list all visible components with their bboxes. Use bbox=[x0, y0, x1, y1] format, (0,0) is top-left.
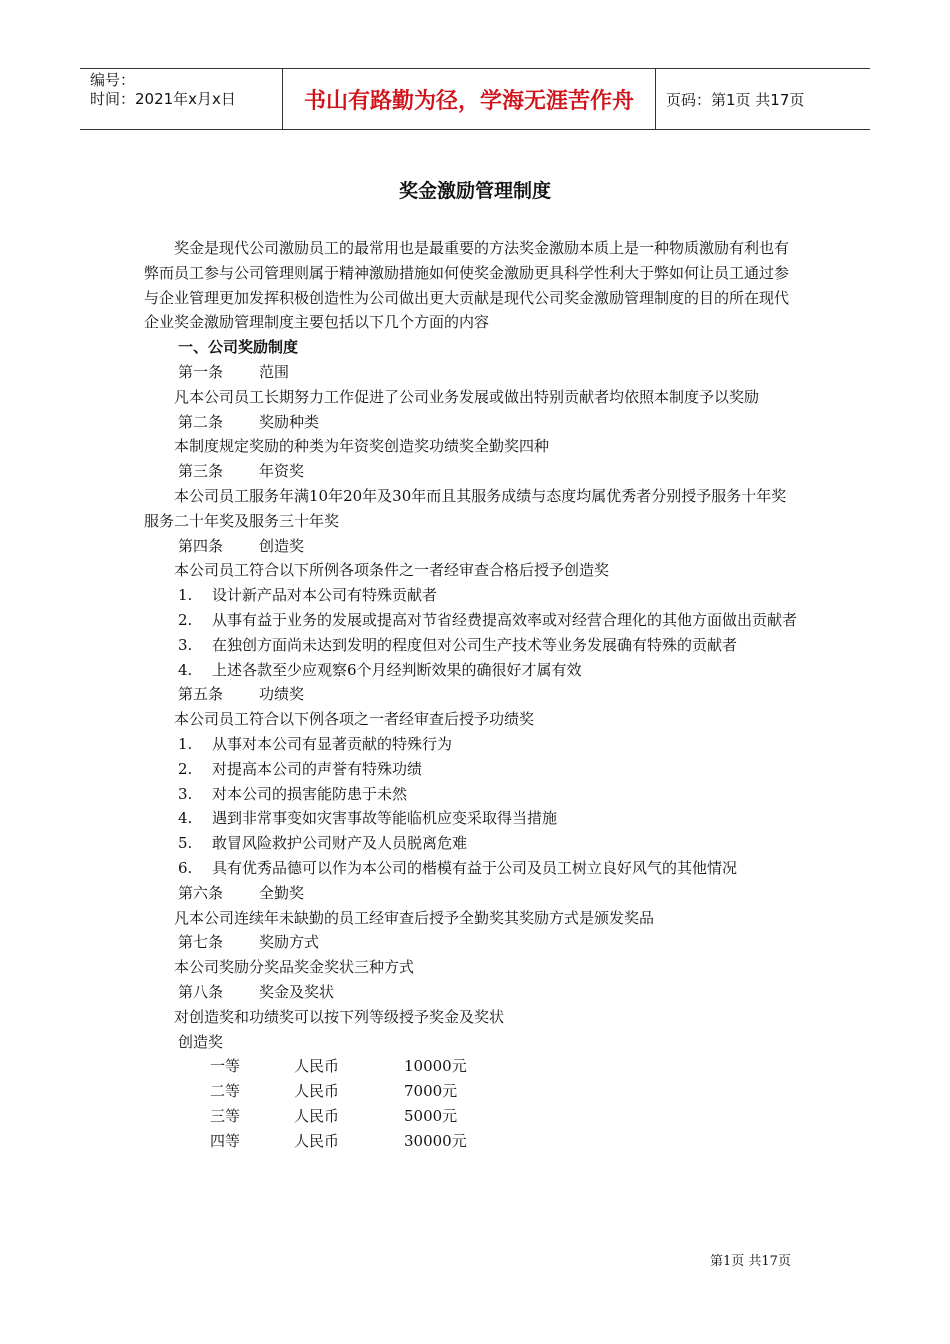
article-name: 奖励方式 bbox=[259, 933, 320, 952]
header-meta bbox=[90, 71, 236, 109]
article-3-text: 本公司员工服务年满10年20年及30年而且其服务成绩与态度均属优秀者分别授予服务十年奖服务二十年奖及服务三十年奖 bbox=[144, 486, 787, 530]
list-text: 遇到非常事变如灾害事故等能临机应变采取得当措施 bbox=[212, 809, 558, 828]
list-text: 具有优秀品德可以作为本公司的楷模有益于公司及员工树立良好风气的其他情况 bbox=[212, 858, 738, 877]
list-number: 2. bbox=[178, 610, 193, 629]
number-label: 编号： bbox=[90, 71, 136, 89]
table-row bbox=[210, 1104, 800, 1129]
currency-cell: 人民币 bbox=[294, 1082, 340, 1101]
article-name: 奖金及奖状 bbox=[259, 982, 335, 1001]
article-name: 范围 bbox=[259, 362, 290, 381]
list-text: 设计新产品对本公司有特殊贡献者 bbox=[212, 586, 438, 605]
award-subtitle: 创造奖 bbox=[178, 1032, 224, 1051]
article-name: 功绩奖 bbox=[259, 685, 305, 704]
list-item bbox=[144, 658, 800, 683]
list-text: 从事对本公司有显著贡献的特殊行为 bbox=[212, 734, 453, 753]
article-6-heading bbox=[144, 881, 800, 906]
list-text: 上述各款至少应观察6个月经判断效果的确很好才属有效 bbox=[212, 660, 582, 679]
article-2-text: 本制度规定奖励的种类为年资奖创造奖功绩奖全勤奖四种 bbox=[174, 437, 550, 456]
article-5-heading bbox=[144, 682, 800, 707]
article-8-text: 对创造奖和功绩奖可以按下列等级授予奖金及奖状 bbox=[174, 1007, 505, 1026]
article-7-heading bbox=[144, 930, 800, 955]
table-row bbox=[210, 1054, 800, 1079]
article-name: 全勤奖 bbox=[259, 883, 305, 902]
grade-cell: 一等 bbox=[210, 1057, 241, 1076]
article-number: 第五条 bbox=[178, 685, 224, 704]
grade-cell: 二等 bbox=[210, 1082, 241, 1101]
page-footer: 第1页 共17页 bbox=[710, 1254, 791, 1269]
article-number: 第三条 bbox=[178, 462, 224, 481]
list-item bbox=[144, 608, 800, 633]
list-number: 4. bbox=[178, 660, 193, 679]
article-number: 第八条 bbox=[178, 982, 224, 1001]
list-text: 对本公司的损害能防患于未然 bbox=[212, 784, 408, 803]
list-number: 1. bbox=[178, 734, 193, 753]
article-1-text: 凡本公司员工长期努力工作促进了公司业务发展或做出特别贡献者均依照本制度予以奖励 bbox=[174, 387, 760, 406]
article-7-text: 本公司奖励分奖品奖金奖状三种方式 bbox=[174, 958, 415, 977]
header-motto: 书山有路勤为径，学海无涯苦作舟 bbox=[282, 69, 656, 129]
list-text: 从事有益于业务的发展或提高对节省经费提高效率或对经营合理化的其他方面做出贡献者 bbox=[212, 610, 798, 629]
currency-cell: 人民币 bbox=[294, 1106, 340, 1125]
article-2-heading bbox=[144, 410, 800, 435]
list-item bbox=[144, 806, 800, 831]
list-text: 在独创方面尚未达到发明的程度但对公司生产技术等业务发展确有特殊的贡献者 bbox=[212, 635, 738, 654]
article-8-heading bbox=[144, 980, 800, 1005]
list-number: 5. bbox=[178, 834, 193, 853]
table-row bbox=[210, 1129, 800, 1154]
amount-cell: 10000元 bbox=[404, 1057, 467, 1076]
article-5-text: 本公司员工符合以下例各项之一者经审查后授予功绩奖 bbox=[174, 710, 535, 729]
list-number: 2. bbox=[178, 759, 193, 778]
grade-cell: 三等 bbox=[210, 1106, 241, 1125]
list-number: 6. bbox=[178, 858, 193, 877]
article-number: 第六条 bbox=[178, 883, 224, 902]
document-body bbox=[144, 236, 800, 1153]
currency-cell: 人民币 bbox=[294, 1057, 340, 1076]
header-page-info: 页码：第1页 共17页 bbox=[666, 90, 805, 109]
list-item bbox=[144, 732, 800, 757]
list-item bbox=[144, 583, 800, 608]
list-item bbox=[144, 856, 800, 881]
article-4-text: 本公司员工符合以下所例各项条件之一者经审查合格后授予创造奖 bbox=[174, 561, 610, 580]
article-number: 第一条 bbox=[178, 362, 224, 381]
award-table bbox=[144, 1054, 800, 1153]
list-item bbox=[144, 782, 800, 807]
article-name: 创造奖 bbox=[259, 536, 305, 555]
article-name: 年资奖 bbox=[259, 462, 305, 481]
article-name: 奖励种类 bbox=[259, 412, 320, 431]
amount-cell: 7000元 bbox=[404, 1082, 458, 1101]
article-1-heading bbox=[144, 360, 800, 385]
list-item bbox=[144, 831, 800, 856]
article-number: 第四条 bbox=[178, 536, 224, 555]
grade-cell: 四等 bbox=[210, 1131, 241, 1150]
list-number: 4. bbox=[178, 809, 193, 828]
amount-cell: 30000元 bbox=[404, 1131, 467, 1150]
list-item bbox=[144, 633, 800, 658]
table-row bbox=[210, 1079, 800, 1104]
section-heading: 一、公司奖励制度 bbox=[178, 338, 299, 357]
list-number: 1. bbox=[178, 586, 193, 605]
page-header bbox=[80, 68, 870, 130]
article-4-heading bbox=[144, 534, 800, 559]
list-item bbox=[144, 757, 800, 782]
amount-cell: 5000元 bbox=[404, 1106, 458, 1125]
article-3-heading bbox=[144, 459, 800, 484]
article-6-text: 凡本公司连续年未缺勤的员工经审查后授予全勤奖其奖励方式是颁发奖品 bbox=[174, 908, 655, 927]
list-number: 3. bbox=[178, 784, 193, 803]
list-text: 对提高本公司的声誉有特殊功绩 bbox=[212, 759, 423, 778]
article-number: 第七条 bbox=[178, 933, 224, 952]
intro-paragraph: 奖金是现代公司激励员工的最常用也是最重要的方法奖金激励本质上是一种物质激励有利也有弊而员工参与公司管理则属于精神激励措施如何使奖金激励更具科学性利大于弊如何让员工通过参与企业管理更加发挥积极创造性为公司做出更大贡献是现代公司奖金激励管理制度的目的所在现代企业奖金激励管理制度主要包括以下几个方面的内容 bbox=[144, 239, 790, 332]
list-number: 3. bbox=[178, 635, 193, 654]
list-text: 敢冒风险救护公司财产及人员脱离危难 bbox=[212, 834, 468, 853]
time-label: 时间：2021年x月x日 bbox=[90, 90, 236, 108]
article-number: 第二条 bbox=[178, 412, 224, 431]
currency-cell: 人民币 bbox=[294, 1131, 340, 1150]
document-title: 奖金激励管理制度 bbox=[398, 180, 551, 202]
